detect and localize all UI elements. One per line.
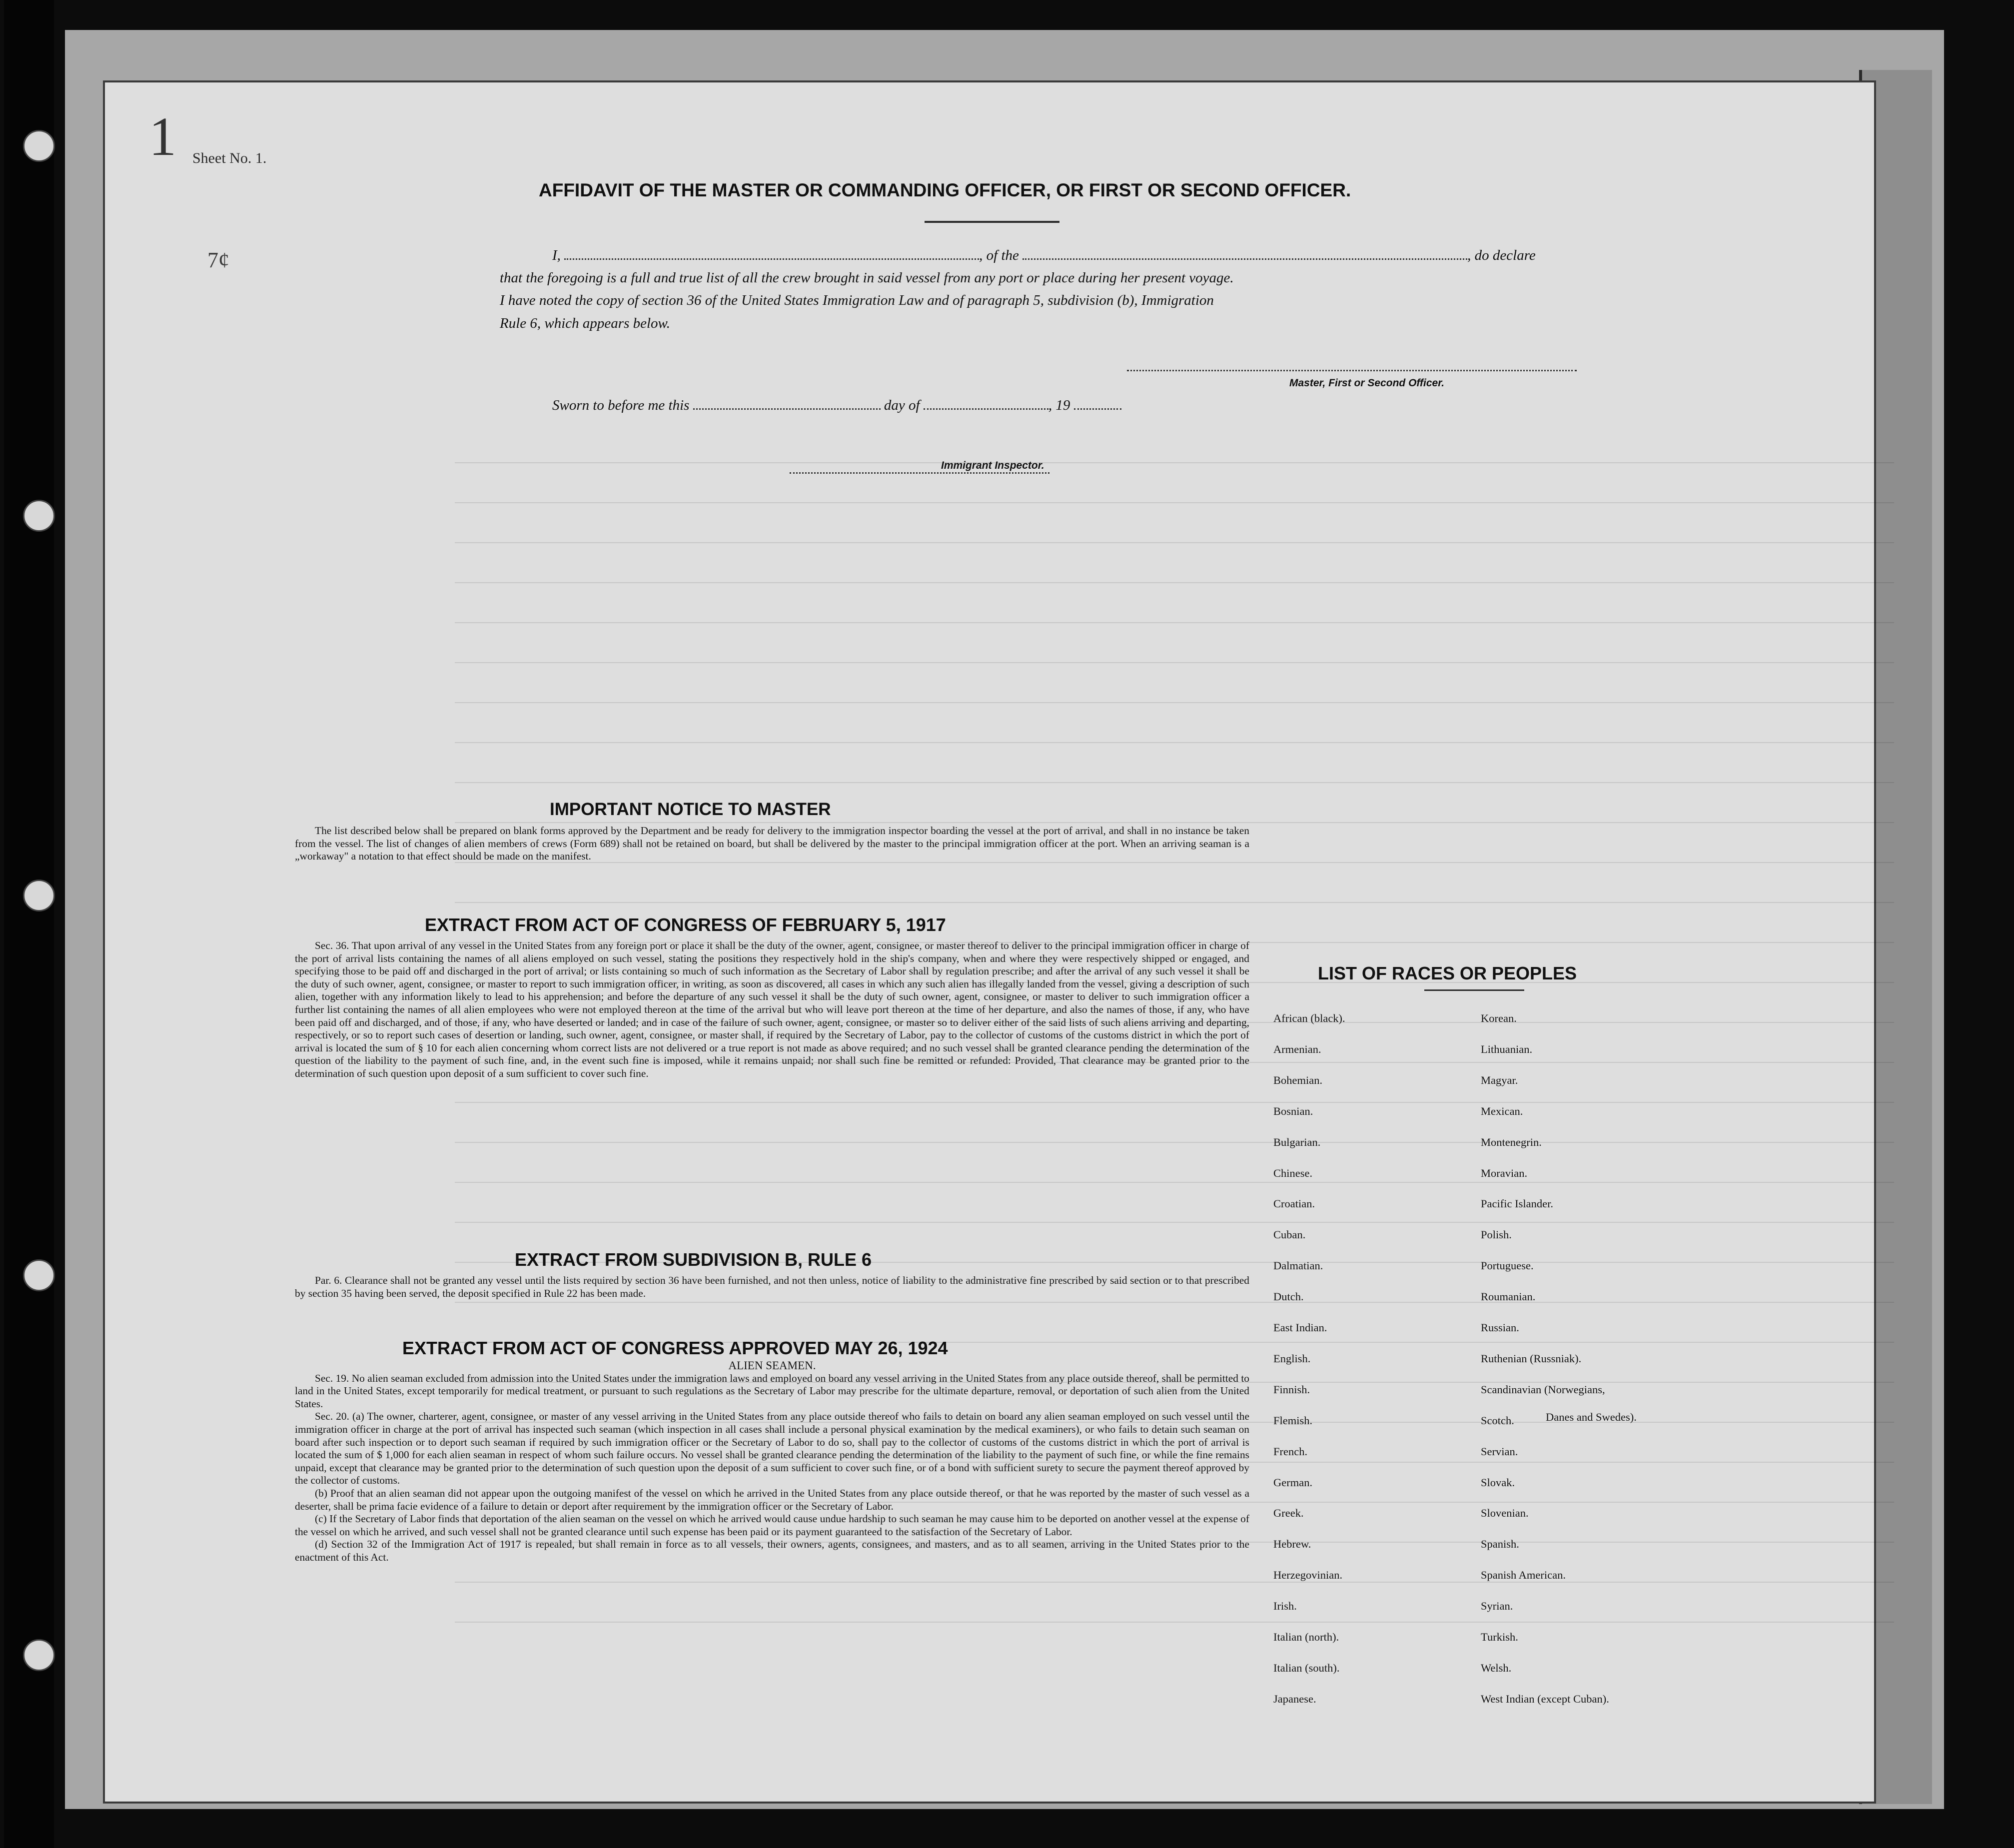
race-item: Greek. [1273, 1507, 1304, 1520]
binder-hole [23, 1259, 55, 1291]
sheet-number-label: Sheet No. 1. [192, 150, 267, 166]
race-item: Roumanian. [1481, 1290, 1536, 1303]
binder-hole [23, 1639, 55, 1671]
race-item: Spanish. [1481, 1538, 1519, 1551]
extract-1924-title: EXTRACT FROM ACT OF CONGRESS APPROVED MAY 26, 1924 [402, 1338, 948, 1358]
race-item: Bosnian. [1273, 1104, 1313, 1117]
binder-hole [23, 130, 55, 162]
manifest-page [105, 82, 1874, 1802]
affidavit-line-3: I have noted the copy of section 36 of the United States Immigration Law and of paragraph 5, subdivision (b), Immigration [500, 292, 1214, 308]
race-item: Scandinavian (Norwegians, [1481, 1383, 1605, 1396]
notice-text: The list described below shall be prepared on blank forms approved by the Department and be ready for delivery to the immigration inspector boarding the vessel at the port of arrival, and shall in no instance be taken from the vessel. The list of changes of alien members of crews (Form 689) shall not be retained on board, but shall be delivered by the master to the principal immigration officer at the port. When an arriving seaman is a „workaway" a notation to that effect should be made on the manifest. [295, 825, 1249, 863]
race-item: Hebrew. [1273, 1538, 1311, 1551]
race-item: Portuguese. [1481, 1259, 1534, 1272]
title-rule [925, 221, 1059, 223]
extract-1917-text: Sec. 36. That upon arrival of any vessel in the United States from any foreign port or place it shall be the duty of the owner, agent, consignee, or master thereof to deliver to the principal immigration officer in charge of the port of arrival lists containing the names of all aliens employed on such vessel, stating the positions they respectively hold in the ship's company, when and where they were respectively shipped or engaged, and specifying those to be paid off and discharged in the port of arrival; or lists containing so much of such information as the Secretary of Labor shall by regulation prescribe; and after the arrival of any such vessel it shall be the duty of such owner, agent, consignee, or master to report to such immigration officer, in writing, as soon as discovered, all cases in which any such alien has illegally landed from the vessel, giving a description of such alien, together with any information likely to lead to his apprehension; and before the departure of any such vessel it shall be the duty of such owner, agent, consignee, or master to deliver to such immigration officer a further list containing the names of all alien employees who were not employed thereon at the time of the arrival but who will leave port thereon at the time of her departure, and also the names of those, if any, who have been paid off and discharged, and of those, if any, who have deserted or landed; and in case of the failure of such owner, agent, consignee, or master so to deliver either of the said lists of such aliens arriving and departing, respectively, or so to report such cases of desertion or landing, such owner, agent, consignee, or master shall, if required by the Secretary of Labor, pay to the collector of customs of the customs district in which the port of arrival is located the sum of § 10 for each alien concerning whom correct lists are not delivered or a true report is not made as above required; and no such vessel shall be granted clearance pending the determination of the question of the liability to the payment of such fine, and, in the event such fine is imposed, while it remains unpaid; nor shall such fine be remitted or refunded: Provided, That clearance may be granted prior to the determination of such question upon deposit of a sum sufficient to cover such fine. [295, 939, 1249, 1079]
race-item: Montenegrin. [1481, 1135, 1542, 1148]
extract-rule6-title: EXTRACT FROM SUBDIVISION B, RULE 6 [515, 1249, 872, 1270]
sworn-year-field[interactable] [1074, 398, 1121, 410]
race-item: East Indian. [1273, 1321, 1327, 1334]
race-item: Irish. [1273, 1600, 1297, 1613]
section-20a: Sec. 20. (a) The owner, charterer, agent, consignee, or master of any vessel arriving in the United States from any place outside thereof who fails to detain on board any alien seaman employed on such vessel until the immigration officer in charge at the port of arrival has inspected such seaman (which inspection in all cases shall include a personal physical examination by the medical examiners), or who fails to detain such seaman on board after such inspection or to deport such seaman if required by such immigration officer or the Secretary of Labor to do so, shall pay to the collector of customs of the customs district in which the port of arrival is located the sum of $ 1,000 for each alien seaman in respect of whom such failure occurs. No vessel shall be granted clearance pending the determination of the liability to the payment of such fine, or while the fine remains unpaid, except that clearance may be granted prior to the determination of such question upon the deposit of a sum sufficient to cover such fine, or of a bond with sufficient surety to secure the payment thereof approved by the collector of customs. [295, 1410, 1249, 1487]
race-item: Dalmatian. [1273, 1259, 1323, 1272]
race-item: Moravian. [1481, 1166, 1528, 1179]
sworn-month-field[interactable] [924, 398, 1048, 410]
race-item: Ruthenian (Russniak). [1481, 1352, 1582, 1365]
extract-1924-text [295, 1359, 1249, 1564]
extract-rule6-text: Par. 6. Clearance shall not be granted any vessel until the lists required by section 36 have been furnished, and not then unless, notice of liability to the administrative fine prescribed by said section or to that prescribed by section 35 having been served, the deposit specified in Rule 22 has been made. [295, 1274, 1249, 1299]
race-item: African (black). [1273, 1012, 1345, 1024]
section-20b: (b) Proof that an alien seaman did not appear upon the outgoing manifest of the vessel on which he arrived in the United States from any place outside thereof, or that he was reported by the master of such vessel as a deserter, shall be prima facie evidence of a failure to detain or deport after requirement by the immigration officer or the Secretary of Labor. [295, 1487, 1249, 1512]
signature-field[interactable] [1127, 360, 1577, 371]
race-item: Scotch. [1481, 1414, 1514, 1427]
race-item: Armenian. [1273, 1042, 1321, 1055]
race-item: Turkish. [1481, 1631, 1518, 1643]
race-item: Welsh. [1481, 1661, 1512, 1674]
race-item: German. [1273, 1476, 1313, 1489]
vessel-name-field[interactable] [1022, 248, 1467, 260]
race-item: Italian (south). [1273, 1661, 1340, 1674]
race-item: Japanese. [1273, 1692, 1316, 1705]
handwritten-mark: 7¢ [207, 248, 229, 272]
race-item: Finnish. [1273, 1383, 1310, 1396]
affidavit-title: AFFIDAVIT OF THE MASTER OR COMMANDING OFFICER, OR FIRST OR SECOND OFFICER. [539, 180, 1351, 200]
race-item: Slovenian. [1481, 1507, 1529, 1520]
master-name-field[interactable] [564, 248, 979, 260]
race-item: English. [1273, 1352, 1311, 1365]
race-item: Mexican. [1481, 1104, 1523, 1117]
race-item: Korean. [1481, 1012, 1517, 1024]
race-item: Bulgarian. [1273, 1135, 1321, 1148]
section-20d: (d) Section 32 of the Immigration Act of 1917 is repealed, but shall remain in force as to all vessels, their owners, agents, consignees, and masters, and as to all seamen, arriving in the United States prior to the enactment of this Act. [295, 1538, 1249, 1563]
binder-hole [23, 500, 55, 532]
affidavit-line-1: I, , of the , do declare [552, 247, 1536, 263]
affidavit-line-4: Rule 6, which appears below. [500, 315, 670, 331]
binder-strip [4, 0, 54, 1848]
section-20c: (c) If the Secretary of Labor finds that deportation of the alien seaman on the vessel on which he arrived would cause undue hardship to such seaman he may cause him to be deported on another vessel at the expense of the vessel on which he arrived, and such vessel shall not be granted clearance until such expense has been paid or its payment guaranteed to the satisfaction of the Secretary of Labor. [295, 1513, 1249, 1538]
race-item: Spanish American. [1481, 1569, 1566, 1582]
notice-title: IMPORTANT NOTICE TO MASTER [550, 800, 831, 819]
race-item: Slovak. [1481, 1476, 1515, 1489]
races-title: LIST OF RACES OR PEOPLES [1318, 963, 1577, 983]
race-item: Herzegovinian. [1273, 1569, 1343, 1582]
race-item: Danes and Swedes). [1546, 1411, 1637, 1423]
race-item: West Indian (except Cuban). [1481, 1692, 1609, 1705]
race-item: Italian (north). [1273, 1631, 1339, 1643]
alien-seamen-subtitle: ALIEN SEAMEN. [728, 1359, 816, 1372]
sworn-day-field[interactable] [693, 398, 881, 410]
race-item: Syrian. [1481, 1600, 1513, 1613]
race-item: Servian. [1481, 1445, 1518, 1458]
signature-label: Master, First or Second Officer. [1289, 377, 1445, 389]
race-item: Croatian. [1273, 1197, 1315, 1210]
affidavit-line-2: that the foregoing is a full and true list of all the crew brought in said vessel from any port or place during her present voyage. [500, 270, 1234, 286]
race-item: Cuban. [1273, 1228, 1306, 1241]
race-item: Flemish. [1273, 1414, 1313, 1427]
extract-1917-title: EXTRACT FROM ACT OF CONGRESS OF FEBRUARY 5, 1917 [425, 915, 946, 935]
race-item: Russian. [1481, 1321, 1519, 1334]
sworn-line: Sworn to before me this day of , 19 [552, 397, 1121, 414]
race-item: Pacific Islander. [1481, 1197, 1553, 1210]
race-item: Lithuanian. [1481, 1042, 1533, 1055]
corner-page-number: 1 [149, 106, 176, 167]
race-item: Dutch. [1273, 1290, 1304, 1303]
races-title-rule [1424, 989, 1524, 991]
race-item: Magyar. [1481, 1073, 1518, 1086]
section-19: Sec. 19. No alien seaman excluded from admission into the United States under the immigration laws and employed on board any vessel arriving in the United States from any place outside thereof, shall be permitted to land in the United States, except temporarily for medical treatment, or pursuant to such regulations as the Secretary of Labor may prescribe for the ultimate departure, removal, or deportation of such alien from the United States. [295, 1372, 1249, 1410]
binder-hole [23, 880, 55, 912]
race-item: French. [1273, 1445, 1308, 1458]
race-item: Chinese. [1273, 1166, 1313, 1179]
race-item: Bohemian. [1273, 1073, 1323, 1086]
race-item: Polish. [1481, 1228, 1512, 1241]
inspector-label: Immigrant Inspector. [941, 460, 1044, 471]
